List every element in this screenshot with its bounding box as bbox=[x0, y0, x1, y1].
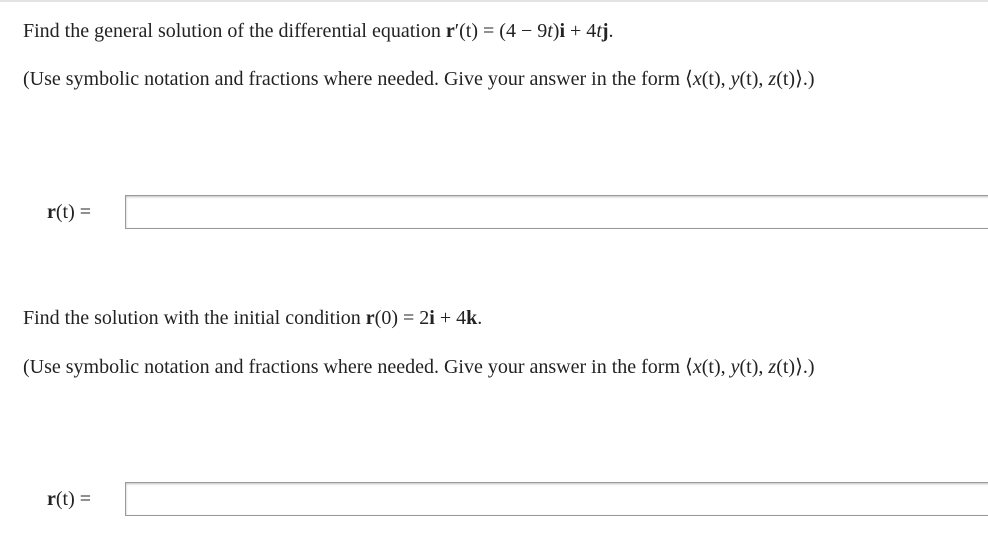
plus-term: + 4 bbox=[434, 307, 467, 329]
hint-text: (Use symbolic notation and fractions where needed. Give your answer in the form bbox=[23, 68, 686, 90]
x-var: x bbox=[692, 356, 702, 378]
general-solution-input[interactable] bbox=[125, 195, 988, 229]
k-unit-vector: k bbox=[466, 307, 478, 329]
instruction-hint bbox=[23, 354, 815, 379]
r-symbol: r bbox=[445, 20, 455, 42]
answer-label bbox=[47, 201, 91, 224]
top-divider bbox=[0, 0, 988, 2]
period: . bbox=[608, 20, 614, 42]
question-initial-condition bbox=[23, 307, 482, 330]
i-unit-vector: i bbox=[559, 20, 566, 42]
initial-condition-input[interactable] bbox=[125, 482, 988, 516]
hint-text: (Use symbolic notation and fractions where needed. Give your answer in the form bbox=[23, 356, 686, 378]
r-symbol: r bbox=[365, 307, 375, 329]
instruction-hint bbox=[23, 66, 815, 91]
z-arg: (t) bbox=[776, 68, 796, 90]
t-argument: (t) bbox=[459, 20, 479, 42]
y-var: y bbox=[730, 356, 740, 378]
period: . bbox=[477, 307, 483, 329]
initial-value: (0) = 2 bbox=[374, 307, 430, 329]
question-text: Find the general solution of the differential equation bbox=[23, 20, 446, 42]
r-symbol: r bbox=[47, 201, 56, 223]
open-angle: ⟨ bbox=[685, 68, 693, 90]
equation-part: = (4 − 9 bbox=[478, 20, 548, 42]
label-arg: (t) = bbox=[55, 488, 92, 510]
close-paren: ) bbox=[552, 20, 560, 42]
j-unit-vector: j bbox=[601, 20, 609, 42]
z-arg: (t) bbox=[776, 356, 796, 378]
y-arg: (t), bbox=[739, 68, 769, 90]
x-arg: (t), bbox=[701, 68, 731, 90]
z-var: z bbox=[768, 356, 777, 378]
x-arg: (t), bbox=[701, 356, 731, 378]
hint-end: .) bbox=[802, 68, 815, 90]
i-unit-vector: i bbox=[429, 307, 435, 329]
y-arg: (t), bbox=[739, 356, 769, 378]
y-var: y bbox=[730, 68, 740, 90]
z-var: z bbox=[768, 68, 777, 90]
label-arg: (t) = bbox=[55, 201, 92, 223]
open-angle: ⟨ bbox=[685, 356, 693, 378]
hint-end: .) bbox=[802, 356, 815, 378]
close-angle: ⟩ bbox=[795, 356, 803, 378]
prime-symbol: ′ bbox=[454, 20, 460, 42]
question-general-solution bbox=[23, 20, 614, 43]
plus-term: + 4 bbox=[565, 20, 597, 42]
close-angle: ⟩ bbox=[795, 68, 803, 90]
answer-label bbox=[47, 488, 91, 511]
x-var: x bbox=[692, 68, 702, 90]
t-variable: t bbox=[547, 20, 553, 42]
question-text: Find the solution with the initial condition bbox=[23, 307, 366, 329]
t-variable: t bbox=[596, 20, 602, 42]
r-symbol: r bbox=[47, 488, 56, 510]
